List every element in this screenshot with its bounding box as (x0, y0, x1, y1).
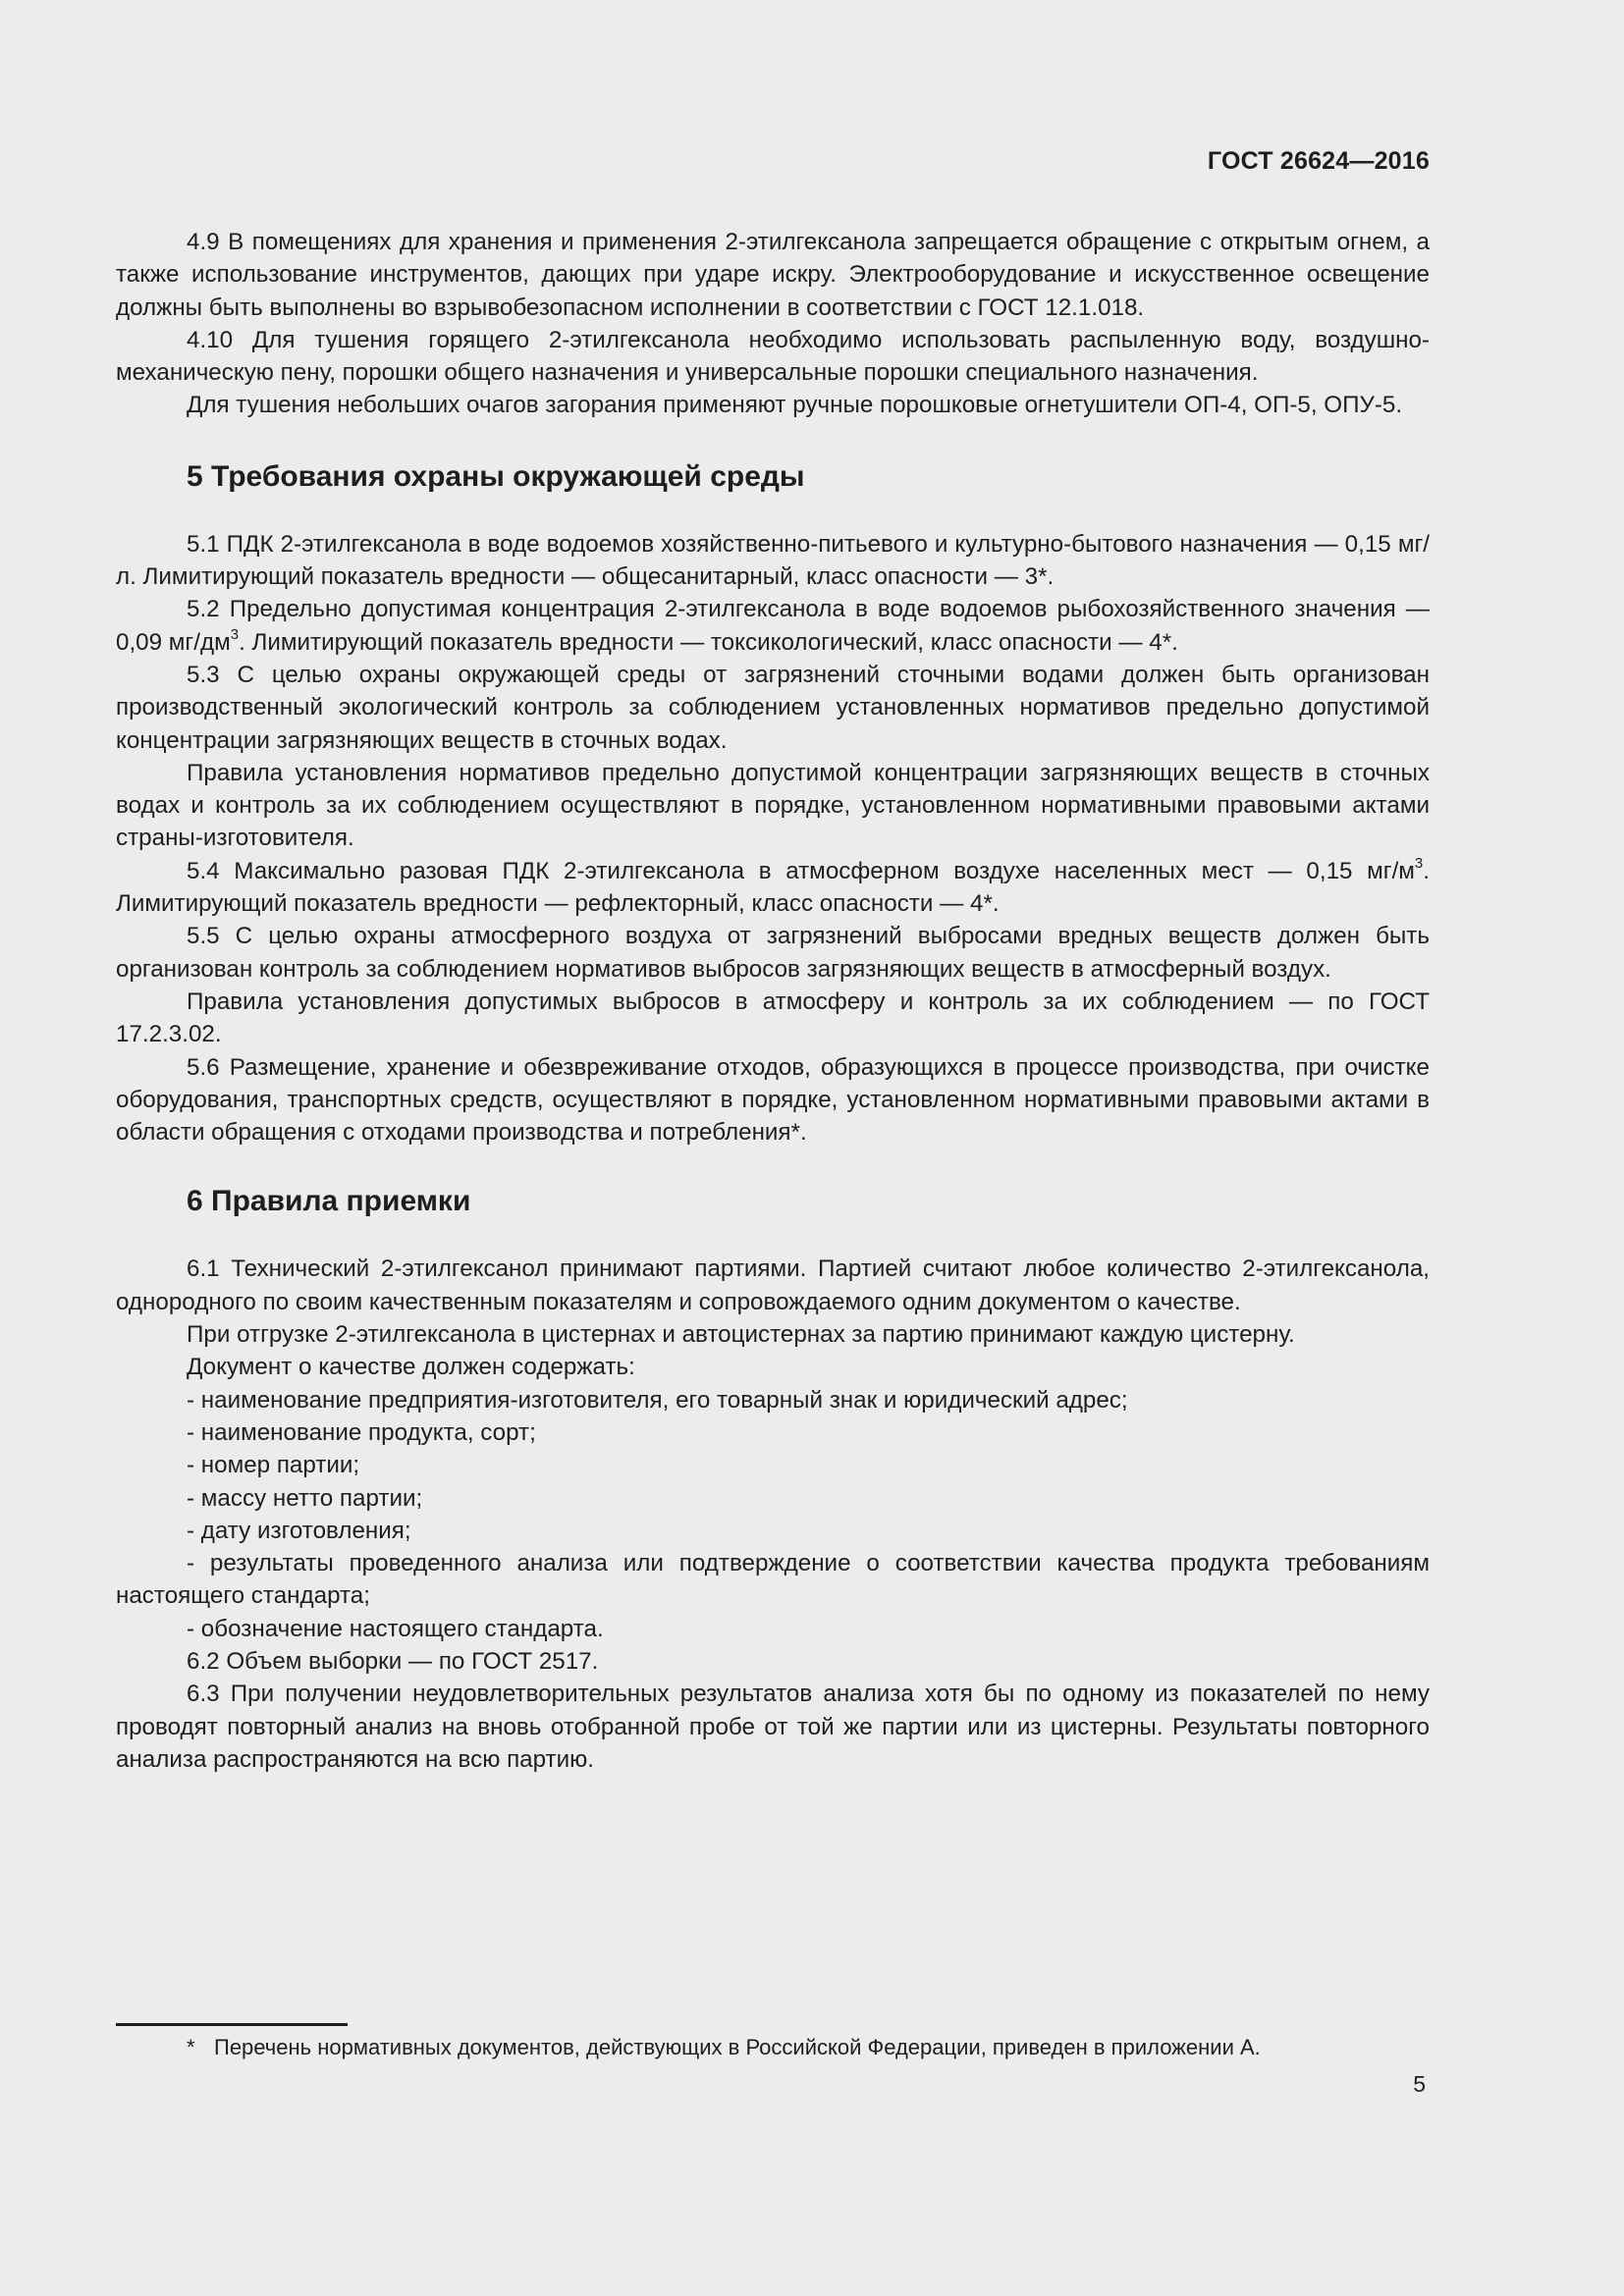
footnote-text: Перечень нормативных документов, действующих в Российской Федерации, приведен в приложении А. (214, 2035, 1261, 2059)
superscript-cubic: 3 (230, 625, 240, 643)
document-code: ГОСТ 26624—2016 (1207, 147, 1430, 175)
paragraph-5-5-rules: Правила установления допустимых выбросов в атмосферу и контроль за их соблюдением — по ГОСТ 17.2.3.02. (116, 988, 1430, 1048)
paragraph-6-3: 6.3 При получении неудовлетворительных результатов анализа хотя бы по одному из показателей по нему проводят повторный анализ на вновь отобранной пробе от той же партии или из цистерны. Результаты повторного анализа распространяются на всю партию. (116, 1681, 1430, 1773)
footnote-mark: * (187, 2035, 195, 2059)
paragraph-4-10: 4.10 Для тушения горящего 2-этилгексанола необходимо использовать распыленную воду, воздушно-механическую пену, порошки общего назначения и универсальные порошки специального назначения. (116, 326, 1430, 387)
footnote-divider (116, 2023, 348, 2026)
paragraph-5-2-part-a: 5.2 Предельно допустимая концентрация 2-этилгексанола в воде водоемов рыбохозяйственного значения — 0,09 мг/дм (116, 596, 1430, 656)
section-5-heading: 5 Требования охраны окружающей среды (187, 459, 805, 493)
paragraph-6-1-quality-document: Документ о качестве должен содержать: (187, 1354, 635, 1381)
paragraph-5-2-part-b: . Лимитирующий показатель вредности — токсикологический, класс опасности — 4*. (239, 628, 1178, 656)
paragraph-5-4 (116, 855, 1430, 921)
paragraph-4-9: 4.9 В помещениях для хранения и применения 2-этилгексанола запрещается обращение с открытым огнем, а также использование инструментов, дающих при ударе искру. Электрооборудование и искусственное освещение должны быть выполнены во взрывобезопасном исполнении в соответствии с ГОСТ 12.1.018. (116, 229, 1430, 321)
section-6-heading: 6 Правила приемки (187, 1185, 471, 1218)
paragraph-5-3: 5.3 С целью охраны окружающей среды от загрязнений сточными водами должен быть организован производственный экологический контроль за соблюдением установленных нормативов предельно допустимой концентрации загрязняющих веществ в сточных водах. (116, 661, 1430, 754)
paragraph-5-4-part-b: . Лимитирующий показатель вредности — рефлекторный, класс опасности — 4*. (116, 857, 1430, 918)
paragraph-5-4-part-a: 5.4 Максимально разовая ПДК 2-этилгексанола в атмосферном воздухе населенных мест — 0,15 мг/м (187, 857, 1415, 884)
paragraph-5-6: 5.6 Размещение, хранение и обезвреживание отходов, образующихся в процессе производства, при очистке оборудования, транспортных средств, осуществляют в порядке, установленном нормативными правовыми актами в области обращения с отходами производства и потребления*. (116, 1053, 1430, 1147)
paragraph-5-5: 5.5 С целью охраны атмосферного воздуха от загрязнений выбросами вредных веществ должен быть организован контроль за соблюдением нормативов выбросов загрязняющих веществ в атмосферный воздух. (116, 923, 1430, 983)
paragraph-6-1-tanks: При отгрузке 2-этилгексанола в цистернах и автоцистернах за партию принимают каждую цистерну. (187, 1321, 1295, 1349)
footnote (187, 2034, 1261, 2061)
paragraph-5-1: 5.1 ПДК 2-этилгексанола в воде водоемов хозяйственно-питьевого и культурно-бытового назначения — 0,15 мг/л. Лимитирующий показатель вредности — общесанитарный, класс опасности — 3*. (116, 530, 1430, 591)
list-item: - номер партии; (187, 1452, 360, 1479)
list-item: - результаты проведенного анализа или подтверждение о соответствии качества продукта требованиям настоящего стандарта; (116, 1550, 1430, 1610)
page-body (116, 226, 1430, 1776)
paragraph-4-10-extinguishers: Для тушения небольших очагов загорания применяют ручные порошковые огнетушители ОП-4, ОП-5, ОПУ-5. (187, 392, 1403, 419)
list-item: - обозначение настоящего стандарта. (187, 1615, 604, 1642)
list-item: - наименование продукта, сорт; (187, 1418, 536, 1446)
list-item: - наименование предприятия-изготовителя, его товарный знак и юридический адрес; (187, 1386, 1128, 1414)
list-item: - дату изготовления; (187, 1517, 411, 1544)
paragraph-5-2 (116, 593, 1430, 659)
list-item: - массу нетто партии; (187, 1484, 423, 1512)
page-number: 5 (1413, 2071, 1426, 2097)
paragraph-5-3-rules: Правила установления нормативов предельно допустимой концентрации загрязняющих веществ в сточных водах и контроль за их соблюдением осуществляют в порядке, установленном нормативными правовыми актами страны-изготовителя. (116, 759, 1430, 852)
paragraph-6-2: 6.2 Объем выборки — по ГОСТ 2517. (187, 1647, 599, 1675)
superscript-cubic: 3 (1414, 854, 1424, 872)
paragraph-6-1: 6.1 Технический 2-этилгексанол принимают партиями. Партией считают любое количество 2-этилгексанола, однородного по своим качественным показателям и сопровождаемого одним документом о качестве. (116, 1255, 1430, 1315)
